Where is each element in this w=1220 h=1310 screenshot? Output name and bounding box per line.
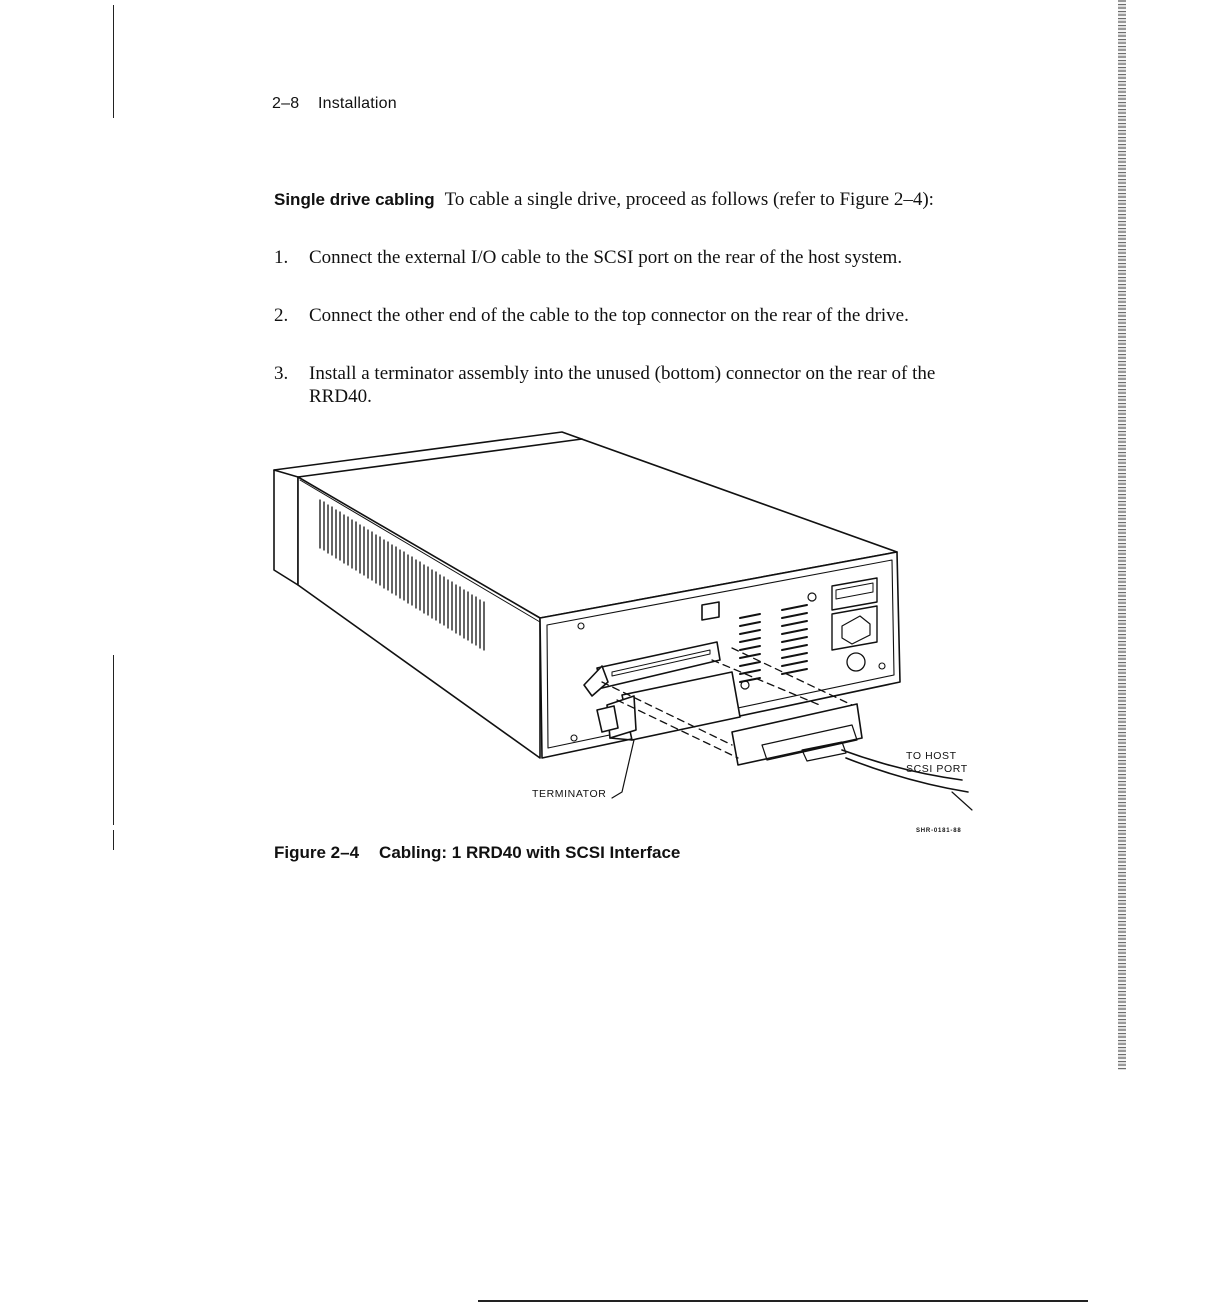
caption-number: Figure 2–4 <box>274 843 360 862</box>
art-code: SHR-0181-88 <box>916 828 962 834</box>
figure-caption <box>274 843 680 863</box>
caption-title: Cabling: 1 RRD40 with SCSI Interface <box>379 843 681 862</box>
label-terminator: TERMINATOR <box>532 788 607 800</box>
list-item <box>274 362 966 408</box>
runin-heading: Single drive cabling <box>274 190 435 209</box>
list-item <box>274 246 966 269</box>
figure-cabling <box>262 420 982 840</box>
section-title: Installation <box>317 95 397 112</box>
step-number: 3. <box>274 363 289 384</box>
label-to-host <box>906 750 968 776</box>
label-line: TO HOST <box>906 750 957 762</box>
scan-edge <box>1118 0 1126 1070</box>
step-text: Install a terminator assembly into the unused (bottom) connector on the rear of the RRD40. <box>309 363 936 407</box>
drive-illustration <box>262 420 982 840</box>
page-number: 2–8 <box>272 95 300 112</box>
bottom-rule <box>478 1300 1088 1302</box>
left-margin-line <box>113 655 114 825</box>
left-margin-line <box>113 5 114 118</box>
left-margin-line <box>113 830 114 850</box>
label-line: SCSI PORT <box>906 763 968 775</box>
intro-paragraph <box>274 188 966 211</box>
step-number: 2. <box>274 305 289 326</box>
step-number: 1. <box>274 247 289 268</box>
step-text: Connect the external I/O cable to the SCSI port on the rear of the host system. <box>309 247 903 268</box>
running-head <box>272 95 397 113</box>
intro-text: To cable a single drive, proceed as follows (refer to Figure 2–4): <box>444 189 934 210</box>
list-item <box>274 304 966 327</box>
step-text: Connect the other end of the cable to the top connector on the rear of the drive. <box>309 305 909 326</box>
